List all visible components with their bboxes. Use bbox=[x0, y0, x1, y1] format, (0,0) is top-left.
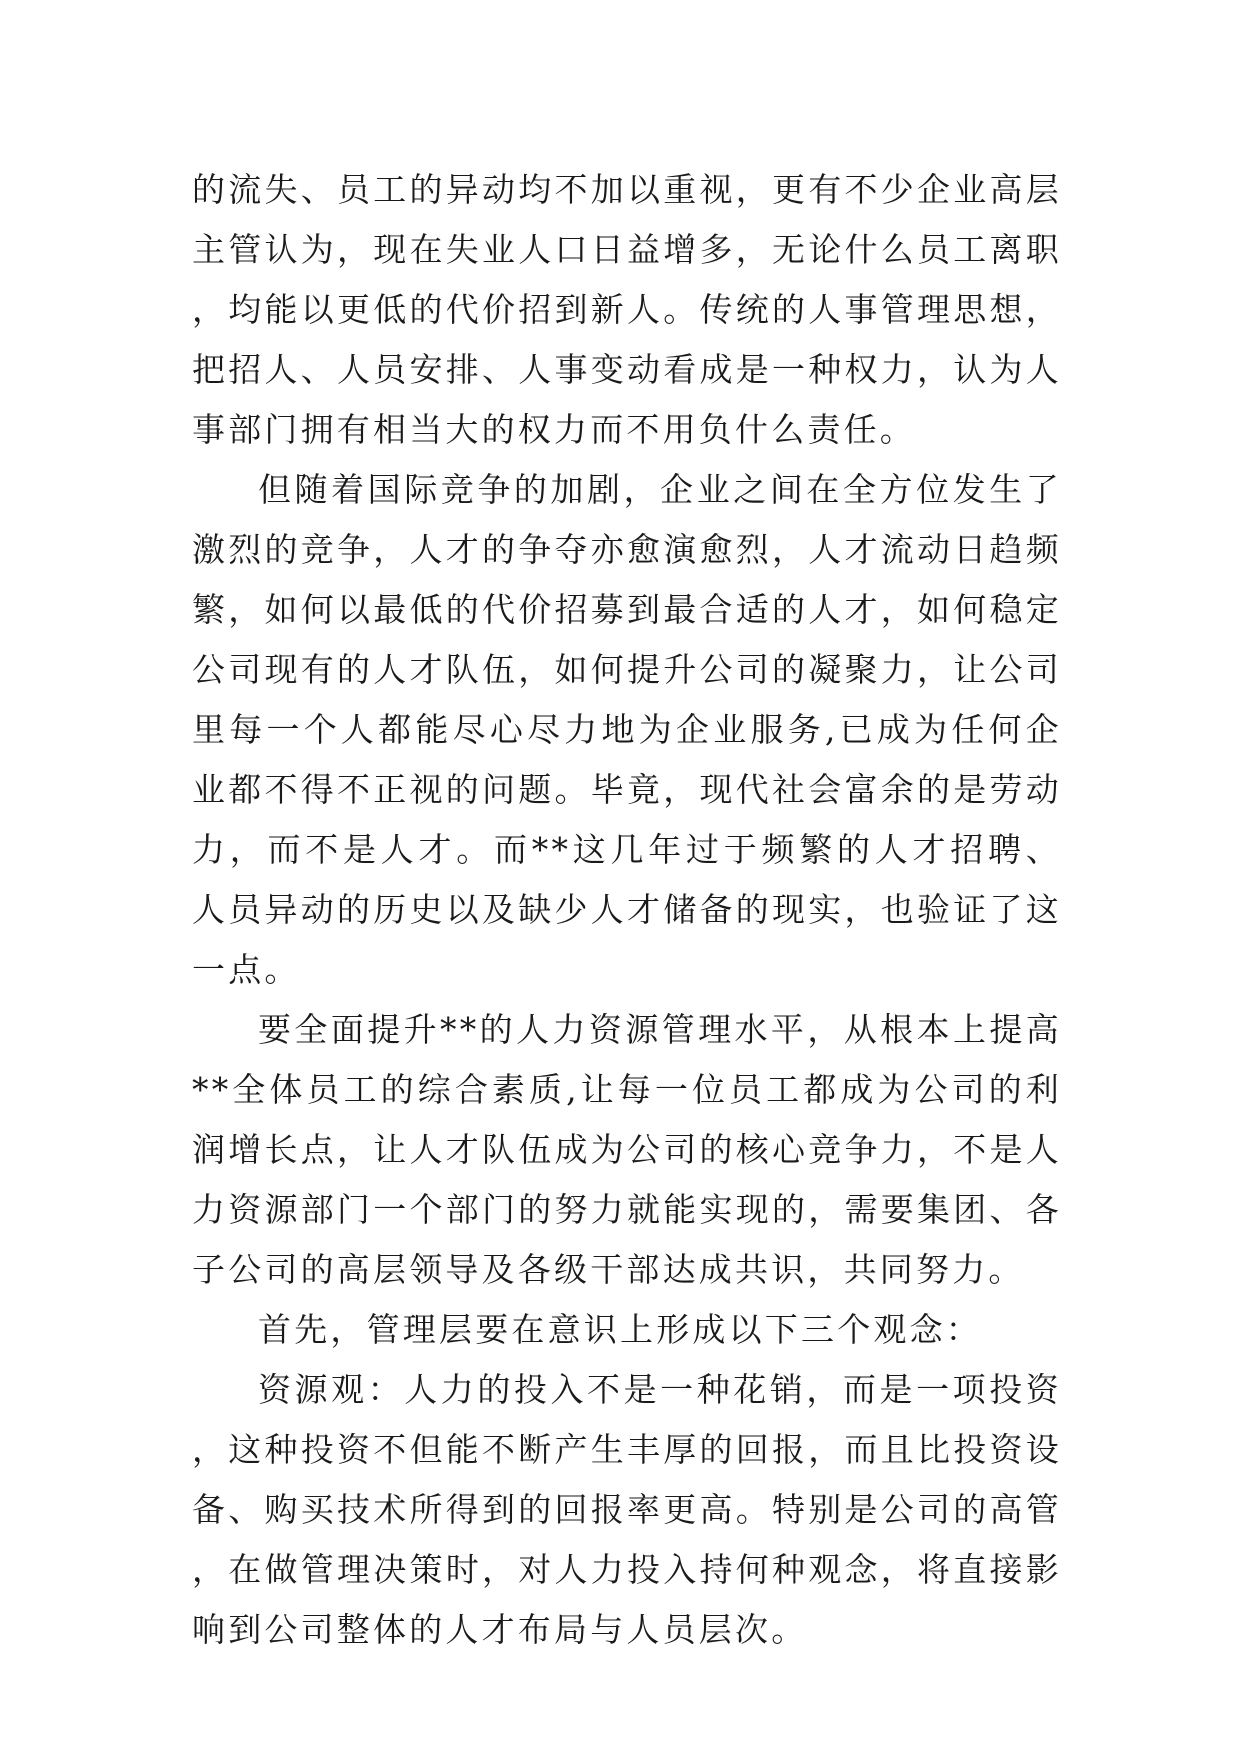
body-text bbox=[192, 160, 1062, 1660]
paragraph-competition: 但随着国际竞争的加剧，企业之间在全方位发生了激烈的竞争，人才的争夺亦愈演愈烈，人才流动日趋频繁，如何以最低的代价招募到最合适的人才，如何稳定公司现有的人才队伍，如何提升公司的凝聚力，让公司里每一个人都能尽心尽力地为企业服务,已成为任何企业都不得不正视的问题。毕竟，现代社会富余的是劳动力，而不是人才。而**这几年过于频繁的人才招聘、人员异动的历史以及缺少人才储备的现实，也验证了这一点。 bbox=[192, 470, 1062, 989]
paragraph-improvement: 要全面提升**的人力资源管理水平，从根本上提高**全体员工的综合素质,让每一位员工都成为公司的利润增长点，让人才队伍成为公司的核心竞争力，不是人力资源部门一个部门的努力就能实现的，需要集团、各子公司的高层领导及各级干部达成共识，共同努力。 bbox=[192, 1010, 1062, 1289]
paragraph-concepts-intro: 首先，管理层要在意识上形成以下三个观念： bbox=[258, 1310, 982, 1349]
paragraph-continuation: 的流失、员工的异动均不加以重视，更有不少企业高层主管认为，现在失业人口日益增多，无论什么员工离职，均能以更低的代价招到新人。传统的人事管理思想，把招人、人员安排、人事变动看成是一种权力，认为人事部门拥有相当大的权力而不用负什么责任。 bbox=[192, 170, 1062, 449]
paragraph-resource-view: 资源观：人力的投入不是一种花销，而是一项投资，这种投资不但能不断产生丰厚的回报，而且比投资设备、购买技术所得到的回报率更高。特别是公司的高管，在做管理决策时，对人力投入持何种观念，将直接影响到公司整体的人才布局与人员层次。 bbox=[192, 1370, 1062, 1649]
